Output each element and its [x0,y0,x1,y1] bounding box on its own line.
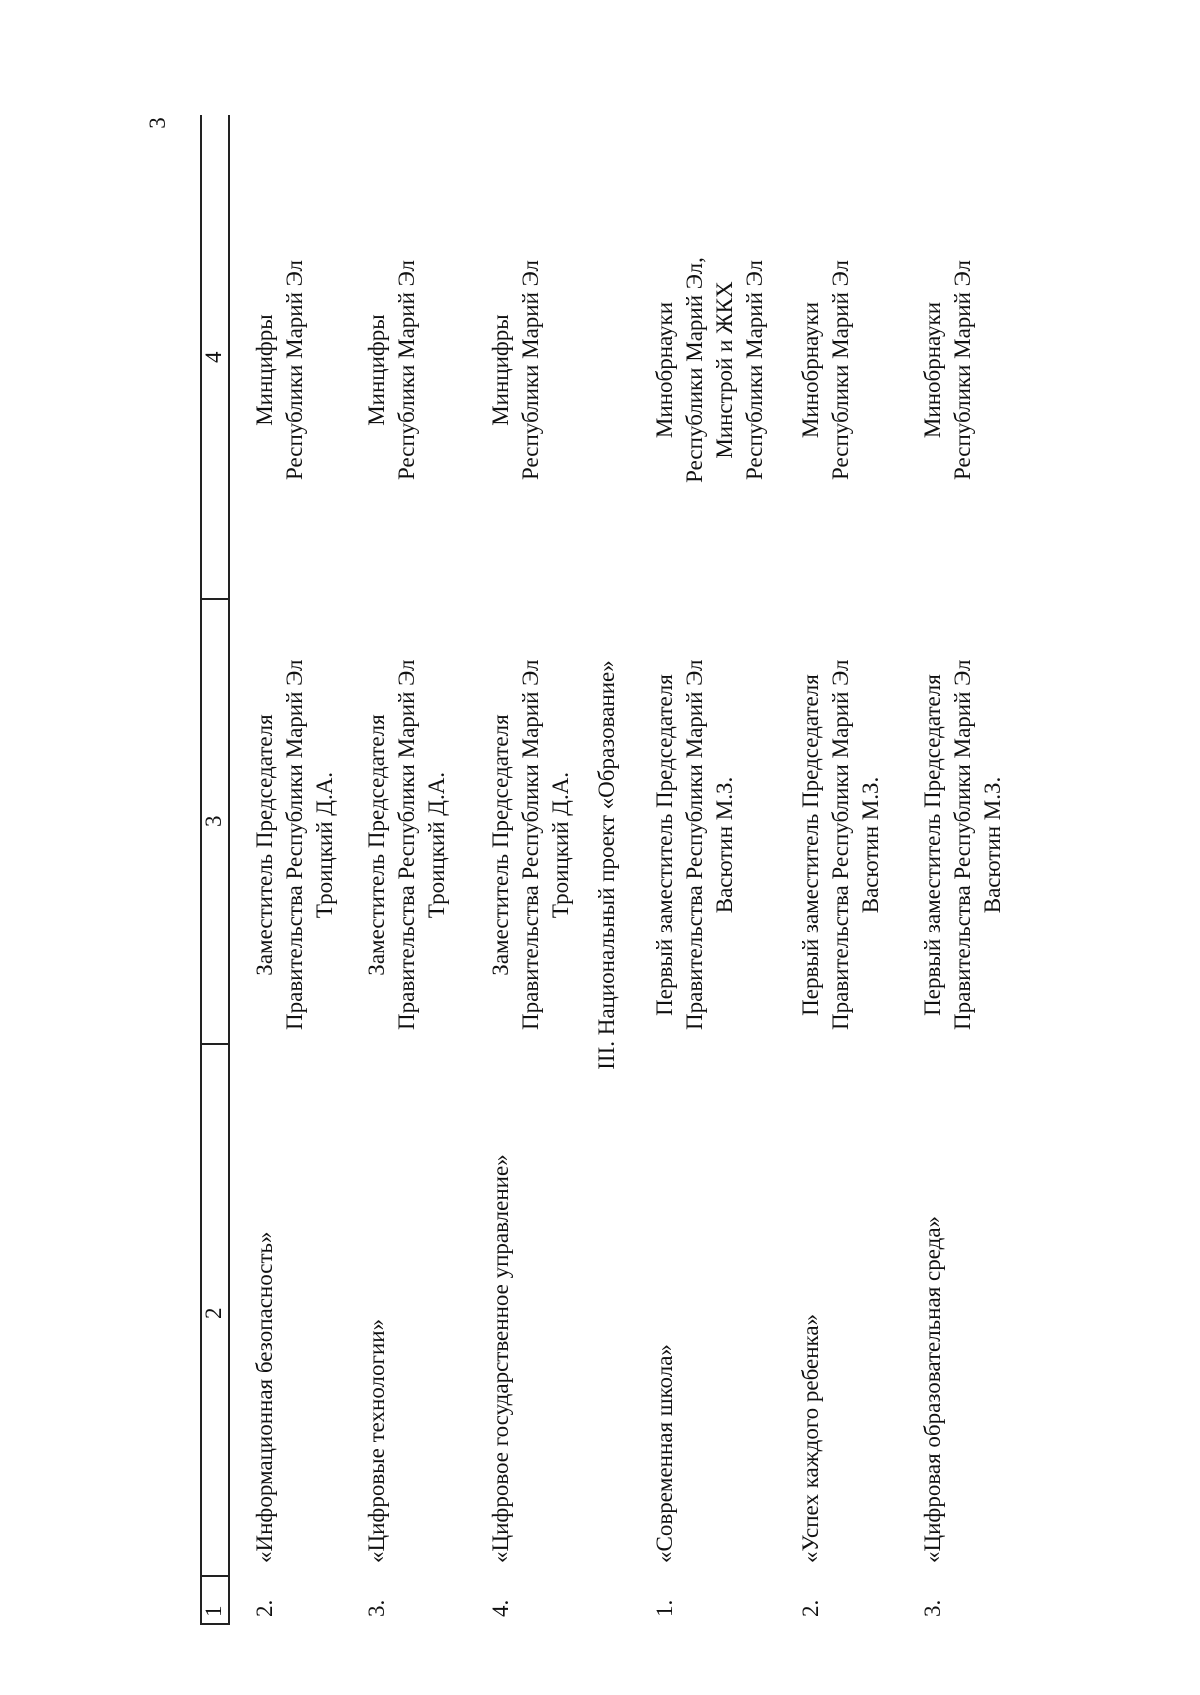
responsible-person [650,660,740,1030]
table-top-border [200,115,202,1625]
executor [796,160,856,580]
responsible-person [796,660,886,1030]
executor-line: Республики Марий Эл [828,259,853,481]
project-name: «Успех каждого ребенка» [798,1313,823,1563]
responsible-line: Васютин М.З. [858,776,883,914]
responsible-person [486,660,576,1030]
executor-line: Республики Марий Эл [518,259,543,481]
row-number: 4. [488,1599,513,1617]
executor [250,160,310,580]
executor [362,160,422,580]
responsible-line: Правительства Республики Марий Эл [950,659,975,1030]
executor-line: Республики Марий Эл, [682,257,707,483]
executor-line: Республики Марий Эл [742,259,767,481]
executor-line: Минцифры [252,314,277,426]
responsible-line: Троицкий Д.А. [312,771,337,919]
header-col-2: 2 [201,1307,226,1319]
responsible-person [250,660,340,1030]
responsible-line: Заместитель Председателя [364,714,389,976]
executor-line: Минцифры [364,314,389,426]
responsible-line: Заместитель Председателя [488,714,513,976]
responsible-line: Первый заместитель Председателя [920,674,945,1016]
row-number: 3. [920,1599,945,1617]
col-divider-3 [200,599,228,601]
responsible-line: Заместитель Председателя [252,714,277,976]
page-number: 3 [144,117,170,129]
rotated-table-page [200,105,1060,1625]
col-divider-1 [200,1576,228,1578]
responsible-line: Троицкий Д.А. [424,771,449,919]
responsible-line: Васютин М.З. [980,776,1005,914]
executor-line: Минобрнауки [798,301,823,439]
header-col-1: 1 [201,1605,226,1617]
header-col-4: 4 [201,351,226,363]
table-left-border [200,1624,228,1626]
project-name: «Информационная безопасность» [252,1231,277,1563]
executor-line: Республики Марий Эл [950,259,975,481]
responsible-line: Первый заместитель Председателя [798,674,823,1016]
executor-line: Республики Марий Эл [282,259,307,481]
responsible-line: Правительства Республики Марий Эл [394,659,419,1030]
project-name: «Цифровое государственное управление» [488,1154,513,1563]
responsible-person [918,660,1008,1030]
responsible-line: Первый заместитель Председателя [652,674,677,1016]
executor-line: Минстрой и ЖКХ [712,281,737,459]
responsible-line: Правительства Республики Марий Эл [828,659,853,1030]
executor-line: Минобрнауки [920,301,945,439]
section-title: III. Национальный проект «Образование» [594,660,619,1070]
row-number: 2. [252,1599,277,1617]
executor-line: Минцифры [488,314,513,426]
project-name: «Современная школа» [652,1344,677,1563]
responsible-person [362,660,452,1030]
responsible-line: Правительства Республики Марий Эл [518,659,543,1030]
responsible-line: Троицкий Д.А. [548,771,573,919]
responsible-line: Правительства Республики Марий Эл [682,659,707,1030]
responsible-line: Васютин М.З. [712,776,737,914]
table-header-bottom-border [228,115,230,1625]
executor [650,160,770,580]
project-name: «Цифровая образовательная среда» [920,1215,945,1563]
executor-line: Минобрнауки [652,301,677,439]
row-number: 1. [652,1599,677,1617]
row-number: 3. [364,1599,389,1617]
executor [486,160,546,580]
project-name: «Цифровые технологии» [364,1318,389,1563]
row-number: 2. [798,1599,823,1617]
header-col-3: 3 [201,815,226,827]
executor-line: Республики Марий Эл [394,259,419,481]
executor [918,160,978,580]
responsible-line: Правительства Республики Марий Эл [282,659,307,1030]
col-divider-2 [200,1044,228,1046]
